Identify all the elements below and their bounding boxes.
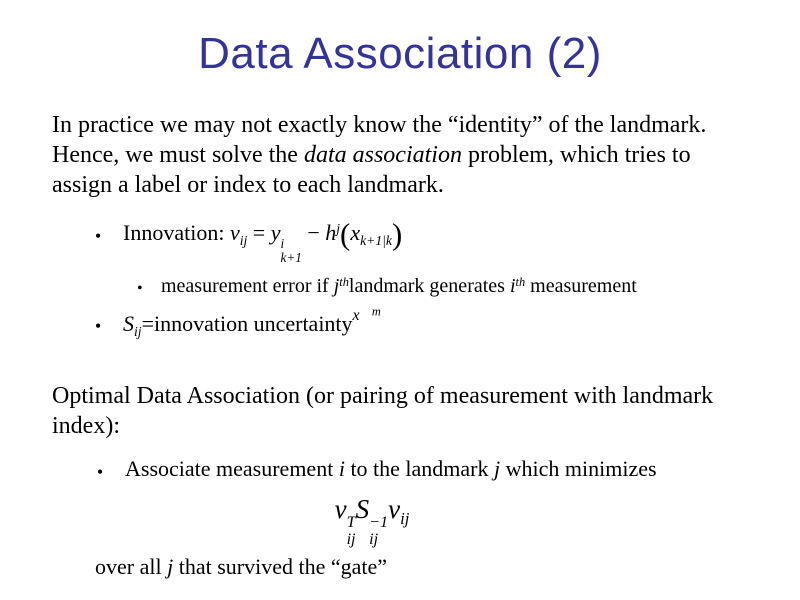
math-S-sub: ij — [134, 323, 142, 339]
math-j: j — [333, 275, 340, 298]
math-y-sub: k+1 — [280, 249, 302, 265]
math-i-th: th — [515, 275, 526, 290]
closing-text-start: over all — [95, 553, 168, 579]
math-x: x — [350, 220, 361, 246]
associate-text-end: which minimizes — [500, 456, 657, 482]
bullet-innovation — [95, 216, 752, 264]
math-x-vector-sup — [353, 307, 381, 324]
bullet-innovation-uncertainty — [95, 305, 752, 342]
bullet-dot: • — [137, 279, 143, 297]
associate-text-start: Associate measurement — [125, 456, 339, 482]
innovation-content — [123, 216, 402, 264]
math-S-sub: ij — [369, 529, 379, 548]
math-minus: − — [301, 220, 326, 246]
measurement-text-start: measurement error if — [161, 275, 334, 298]
math-nu1-sup: T — [346, 512, 356, 531]
slide-body — [0, 110, 800, 582]
math-i: i — [509, 275, 516, 298]
math-nu2-sub: ij — [400, 508, 410, 528]
math-h: h — [325, 220, 337, 246]
closing-line — [95, 552, 752, 582]
math-j-th: th — [339, 275, 349, 290]
math-y-scripts — [280, 237, 301, 265]
math-nu-sub: ij — [239, 233, 248, 249]
math-S: S — [355, 494, 370, 524]
math-close-paren: ) — [391, 218, 403, 252]
math-h-sup: j — [336, 221, 341, 237]
uncertainty-content — [123, 305, 381, 339]
math-nu1-scripts — [347, 514, 356, 548]
closing-text-end: that survived the “gate” — [173, 553, 388, 579]
math-nu1: ν — [334, 494, 347, 524]
bullet-dot: • — [95, 226, 102, 247]
minimization-formula — [52, 490, 752, 548]
optimal-paragraph: Optimal Data Association (or pairing of measurement with landmark index): — [52, 383, 714, 440]
math-m-sup: m — [371, 305, 381, 320]
math-i: i — [338, 456, 345, 482]
intro-paragraph — [52, 110, 724, 200]
math-open-paren: ( — [340, 218, 351, 252]
associate-content — [125, 455, 657, 483]
slide-title: Data Association (2) — [198, 29, 602, 78]
math-x-vector: x⃗ — [352, 307, 372, 325]
math-j: j — [494, 456, 501, 482]
uncertainty-text: =innovation uncertainty — [141, 310, 353, 336]
math-j: j — [167, 553, 174, 579]
measurement-text-end: measurement — [525, 275, 637, 298]
math-nu: ν — [229, 220, 240, 246]
math-nu1-sub: ij — [346, 529, 356, 548]
intro-italic-phrase: data association — [303, 142, 462, 169]
math-equals: = — [247, 220, 271, 246]
bullet-associate — [97, 455, 752, 486]
math-S-scripts — [369, 514, 388, 548]
intro-text-after: problem, which tries to assign a label or index to each landmark. — [52, 142, 691, 199]
associate-text-mid: to the landmark — [344, 456, 495, 482]
measurement-text-mid: landmark generates — [348, 275, 510, 298]
bullet-dot: • — [97, 462, 104, 482]
measurement-content — [161, 272, 637, 300]
math-x-sub: k+1|k — [360, 233, 392, 249]
intro-text-before: In practice we may not exactly know the “identity” of the landmark. Hence, we must solve the — [52, 112, 713, 169]
bullet-dot: • — [95, 316, 102, 337]
subbullet-measurement-error — [137, 272, 752, 302]
math-S: S — [123, 310, 134, 336]
math-y-sup: i — [280, 235, 285, 251]
math-y: y — [270, 220, 281, 246]
math-nu2: ν — [388, 494, 401, 524]
innovation-label: Innovation: — [123, 220, 230, 246]
math-S-sup: −1 — [369, 512, 389, 531]
